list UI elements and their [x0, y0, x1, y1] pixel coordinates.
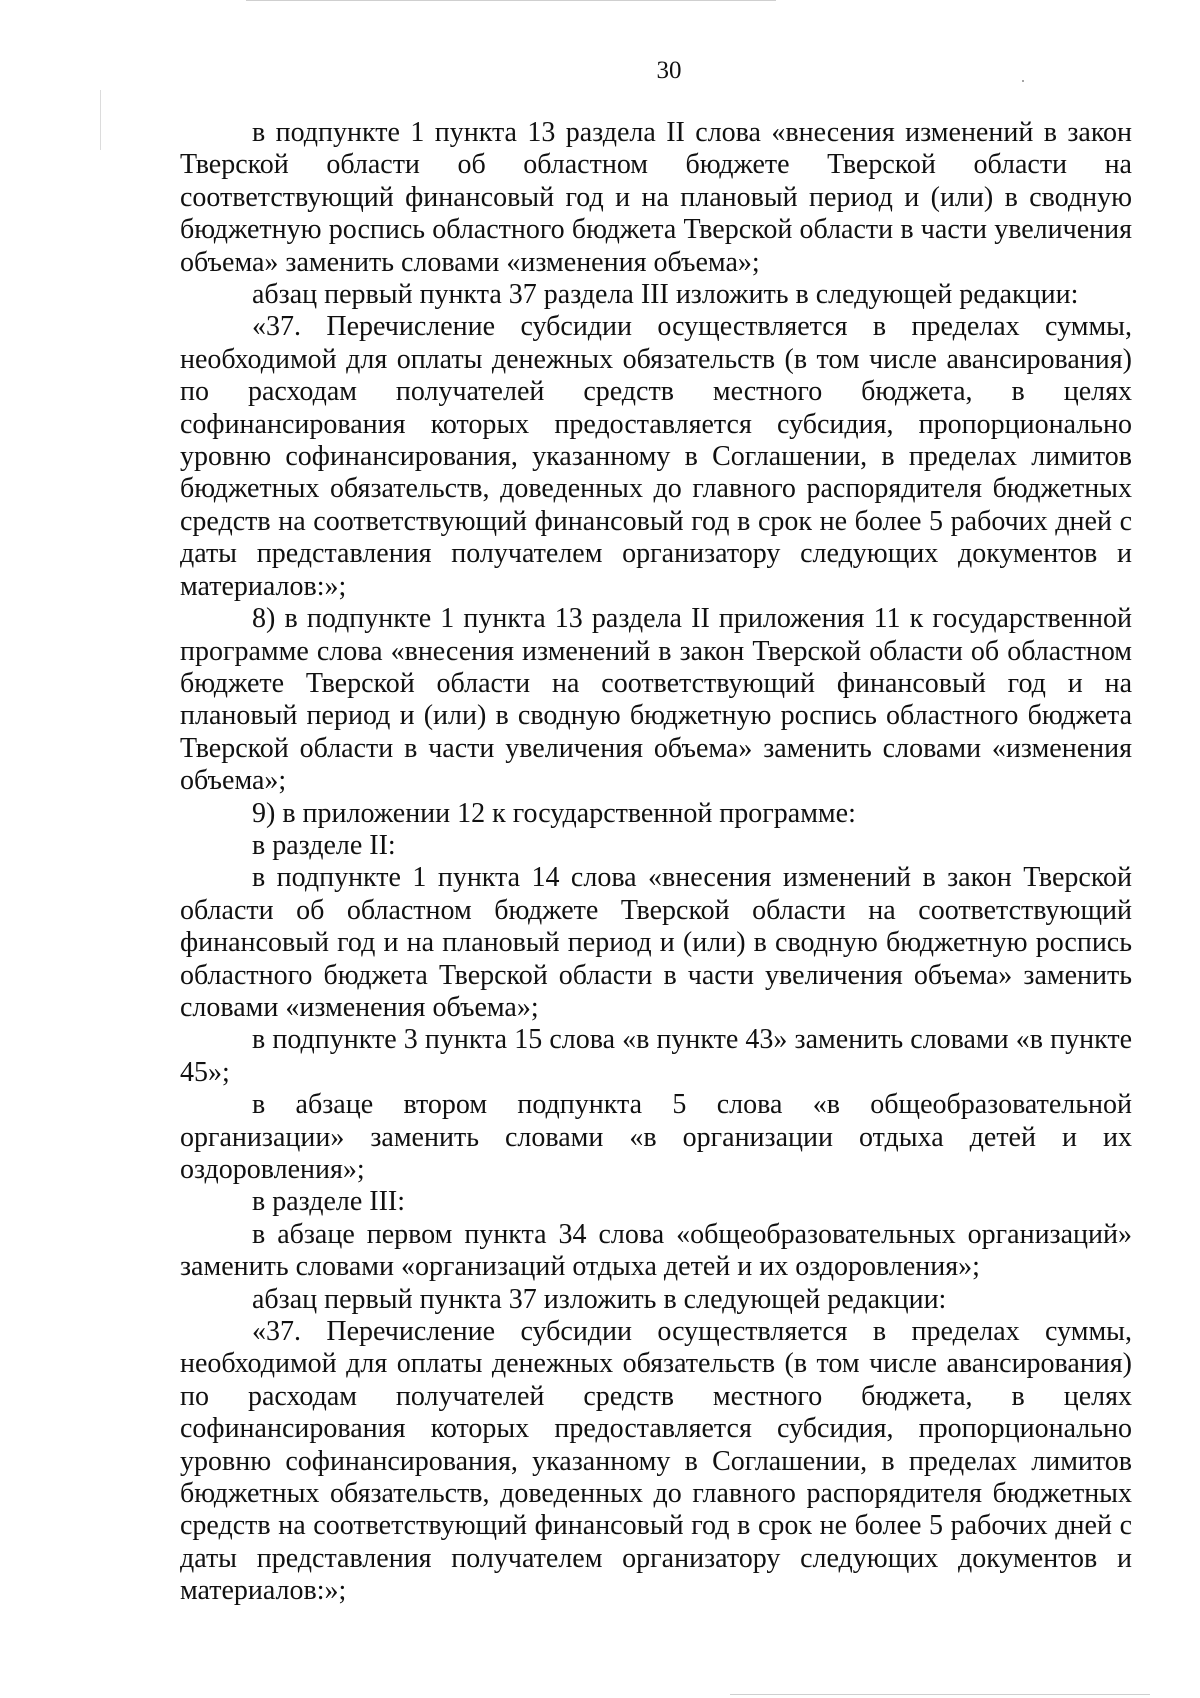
paragraph: в разделе II: [252, 829, 396, 861]
document-body [180, 117, 1132, 1608]
paragraph: в подпункте 1 пункта 13 раздела II слова «внесения изменений в закон Тверской области об областном бюджете Тверской области на соответствующий финансовый год и на плановый период и (или) в сводную бюджетную роспись областного бюджета Тверской области в части увеличения объема» заменить словами «изменения объема»; [180, 117, 1132, 278]
paragraph: в подпункте 1 пункта 14 слова «внесения изменений в закон Тверской области об областном бюджете Тверской области на соответствующий финансовый год и на плановый период и (или) в сводную бюджетную роспись областного бюджета Тверской области в части увеличения объема» заменить словами «изменения объема»; [180, 862, 1132, 1023]
paragraph: «37. Перечисление субсидии осуществляется в пределах суммы, необходимой для оплаты денежных обязательств (в том числе авансирования) по расходам получателей средств местного бюджета, в целях софинансирования которых предоставляется субсидия, пропорционально уровню софинансирования, указанному в Соглашении, в пределах лимитов бюджетных обязательств, доведенных до главного распорядителя бюджетных средств на соответствующий финансовый год в срок не более 5 рабочих дней с даты представления получателем организатору следующих документов и материалов:»; [180, 1316, 1132, 1607]
scan-edge-left [100, 90, 101, 150]
paragraph: в подпункте 3 пункта 15 слова «в пункте 43» заменить словами «в пункте 45»; [180, 1024, 1132, 1088]
paragraph: абзац первый пункта 37 раздела III изложить в следующей редакции: [252, 279, 1079, 311]
scan-edge-top [246, 0, 776, 1]
paragraph: «37. Перечисление субсидии осуществляется в пределах суммы, необходимой для оплаты денежных обязательств (в том числе авансирования) по расходам получателей средств местного бюджета, в целях софинансирования которых предоставляется субсидия, пропорционально уровню софинансирования, указанному в Соглашении, в пределах лимитов бюджетных обязательств, доведенных до главного распорядителя бюджетных средств на соответствующий финансовый год в срок не более 5 рабочих дней с даты представления получателем организатору следующих документов и материалов:»; [180, 311, 1132, 602]
paragraph: в разделе III: [252, 1186, 406, 1218]
paragraph: абзац первый пункта 37 изложить в следующей редакции: [252, 1283, 947, 1315]
paragraph: 8) в подпункте 1 пункта 13 раздела II приложения 11 к государственной программе слова «внесения изменений в закон Тверской области об областном бюджете Тверской области на соответствующий финансовый год и на плановый период и (или) в сводную бюджетную роспись областного бюджета Тверской области в части увеличения объема» заменить словами «изменения объема»; [180, 603, 1132, 797]
paragraph: 9) в приложении 12 к государственной программе: [252, 797, 856, 829]
page-number: 30 [656, 57, 682, 84]
paragraph: в абзаце втором подпункта 5 слова «в общеобразовательной организации» заменить словами «в организации отдыха детей и их оздоровления»; [180, 1089, 1132, 1185]
scan-edge-bottom [730, 1694, 1150, 1695]
paragraph: в абзаце первом пункта 34 слова «общеобразовательных организаций» заменить словами «организаций отдыха детей и их оздоровления»; [180, 1218, 1132, 1283]
